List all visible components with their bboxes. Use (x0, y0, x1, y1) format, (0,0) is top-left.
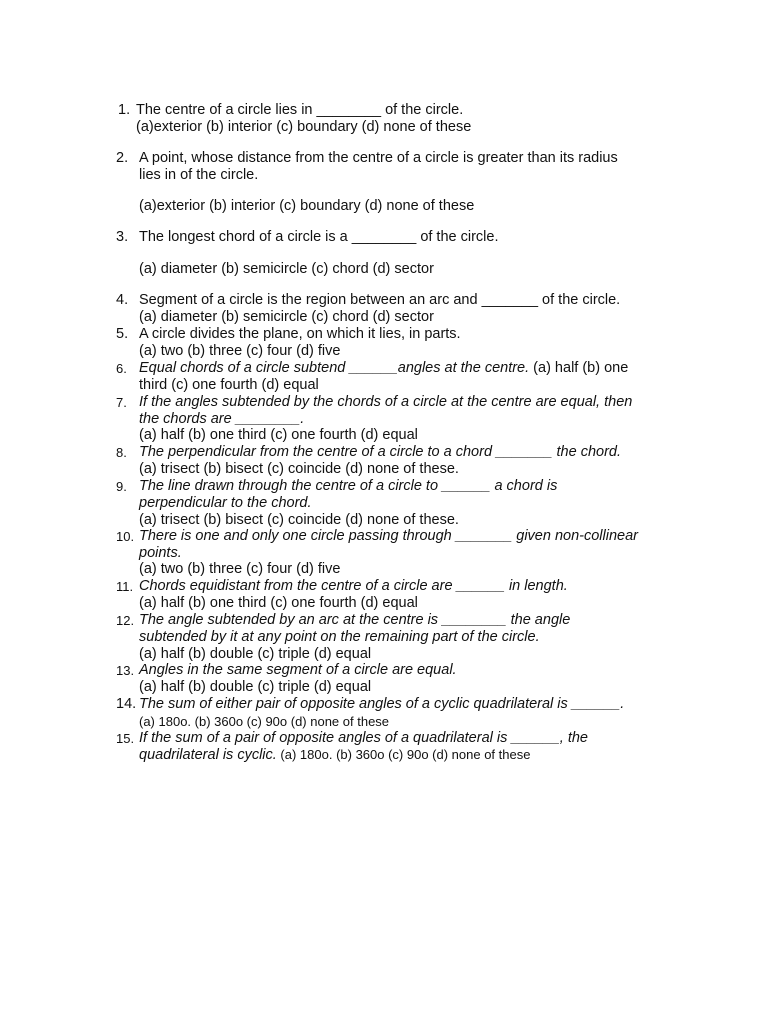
question-4-text: Segment of a circle is the region between an arc and _______ of the circle. (139, 292, 621, 308)
question-10-options: (a) two (b) three (c) four (d) five (139, 561, 341, 577)
question-14-number: 14. (116, 696, 137, 712)
question-7-options: (a) half (b) one third (c) one fourth (d) equal (139, 427, 418, 443)
question-15-options-inline: (a) 180o. (b) 360o (c) 90o (d) none of these (276, 747, 531, 762)
question-2-number: 2. (116, 150, 129, 166)
question-14-options: (a) 180o. (b) 360o (c) 90o (d) none of these (139, 714, 390, 729)
question-15-line2 (139, 746, 530, 764)
question-10-text-line1: There is one and only one circle passing through _______ given non-collinear (139, 528, 638, 544)
question-6-options-line2: third (c) one fourth (d) equal (139, 377, 319, 393)
question-10-text-line2: points. (139, 545, 182, 561)
question-1-number: 1. (118, 102, 131, 118)
question-9-text-line2: perpendicular to the chord. (139, 495, 312, 511)
question-9-number: 9. (116, 479, 127, 494)
question-13-text: Angles in the same segment of a circle are equal. (139, 662, 457, 678)
question-12-text-line2: subtended by it at any point on the remaining part of the circle. (139, 629, 540, 645)
question-5-options: (a) two (b) three (c) four (d) five (139, 343, 341, 359)
question-2-options: (a)exterior (b) interior (c) boundary (d) none of these (139, 198, 475, 214)
question-7-text-line1: If the angles subtended by the chords of a circle at the centre are equal, then (139, 394, 633, 410)
question-4-number: 4. (116, 292, 129, 308)
question-11-text: Chords equidistant from the centre of a circle are ______ in length. (139, 578, 568, 594)
question-6-text-italic: Equal chords of a circle subtend ______angles at the centre. (139, 360, 530, 376)
question-12-options: (a) half (b) double (c) triple (d) equal (139, 646, 372, 662)
question-8-text: The perpendicular from the centre of a circle to a chord _______ the chord. (139, 444, 622, 460)
question-15-number: 15. (116, 731, 135, 746)
question-7-text-line2: the chords are ________. (139, 411, 305, 427)
question-15-text-line1: If the sum of a pair of opposite angles of a quadrilateral is ______, the (139, 730, 588, 746)
question-7-number: 7. (116, 395, 127, 410)
question-9-options: (a) trisect (b) bisect (c) coincide (d) none of these. (139, 512, 459, 528)
question-6-options-inline: (a) half (b) one (529, 360, 629, 376)
question-2-text-line2: lies in of the circle. (139, 167, 259, 183)
question-8-options: (a) trisect (b) bisect (c) coincide (d) none of these. (139, 461, 459, 477)
question-12-number: 12. (116, 613, 135, 628)
question-3-options: (a) diameter (b) semicircle (c) chord (d) sector (139, 261, 434, 277)
question-3-number: 3. (116, 229, 129, 245)
question-3-text: The longest chord of a circle is a ________ of the circle. (139, 229, 499, 245)
question-2-text-line1: A point, whose distance from the centre of a circle is greater than its radius (139, 150, 618, 166)
question-10-number: 10. (116, 529, 135, 544)
question-1-options: (a)exterior (b) interior (c) boundary (d) none of these (136, 119, 472, 135)
question-6-number: 6. (116, 361, 127, 376)
question-15-text-line2-italic: quadrilateral is cyclic. (139, 747, 277, 763)
question-11-options: (a) half (b) one third (c) one fourth (d) equal (139, 595, 418, 611)
question-5-number: 5. (116, 326, 129, 342)
question-4-options: (a) diameter (b) semicircle (c) chord (d) sector (139, 309, 434, 325)
question-1-text: The centre of a circle lies in ________ of the circle. (136, 102, 464, 118)
question-14-text: The sum of either pair of opposite angles of a cyclic quadrilateral is ______. (139, 696, 625, 712)
question-13-number: 13. (116, 663, 135, 678)
question-13-options: (a) half (b) double (c) triple (d) equal (139, 679, 372, 695)
question-12-text-line1: The angle subtended by an arc at the centre is ________ the angle (139, 612, 571, 628)
question-11-number: 11. (116, 579, 134, 594)
question-6-text (139, 360, 628, 377)
question-8-number: 8. (116, 445, 127, 460)
question-9-text-line1: The line drawn through the centre of a circle to ______ a chord is (139, 478, 558, 494)
question-5-text: A circle divides the plane, on which it lies, in parts. (139, 326, 461, 342)
